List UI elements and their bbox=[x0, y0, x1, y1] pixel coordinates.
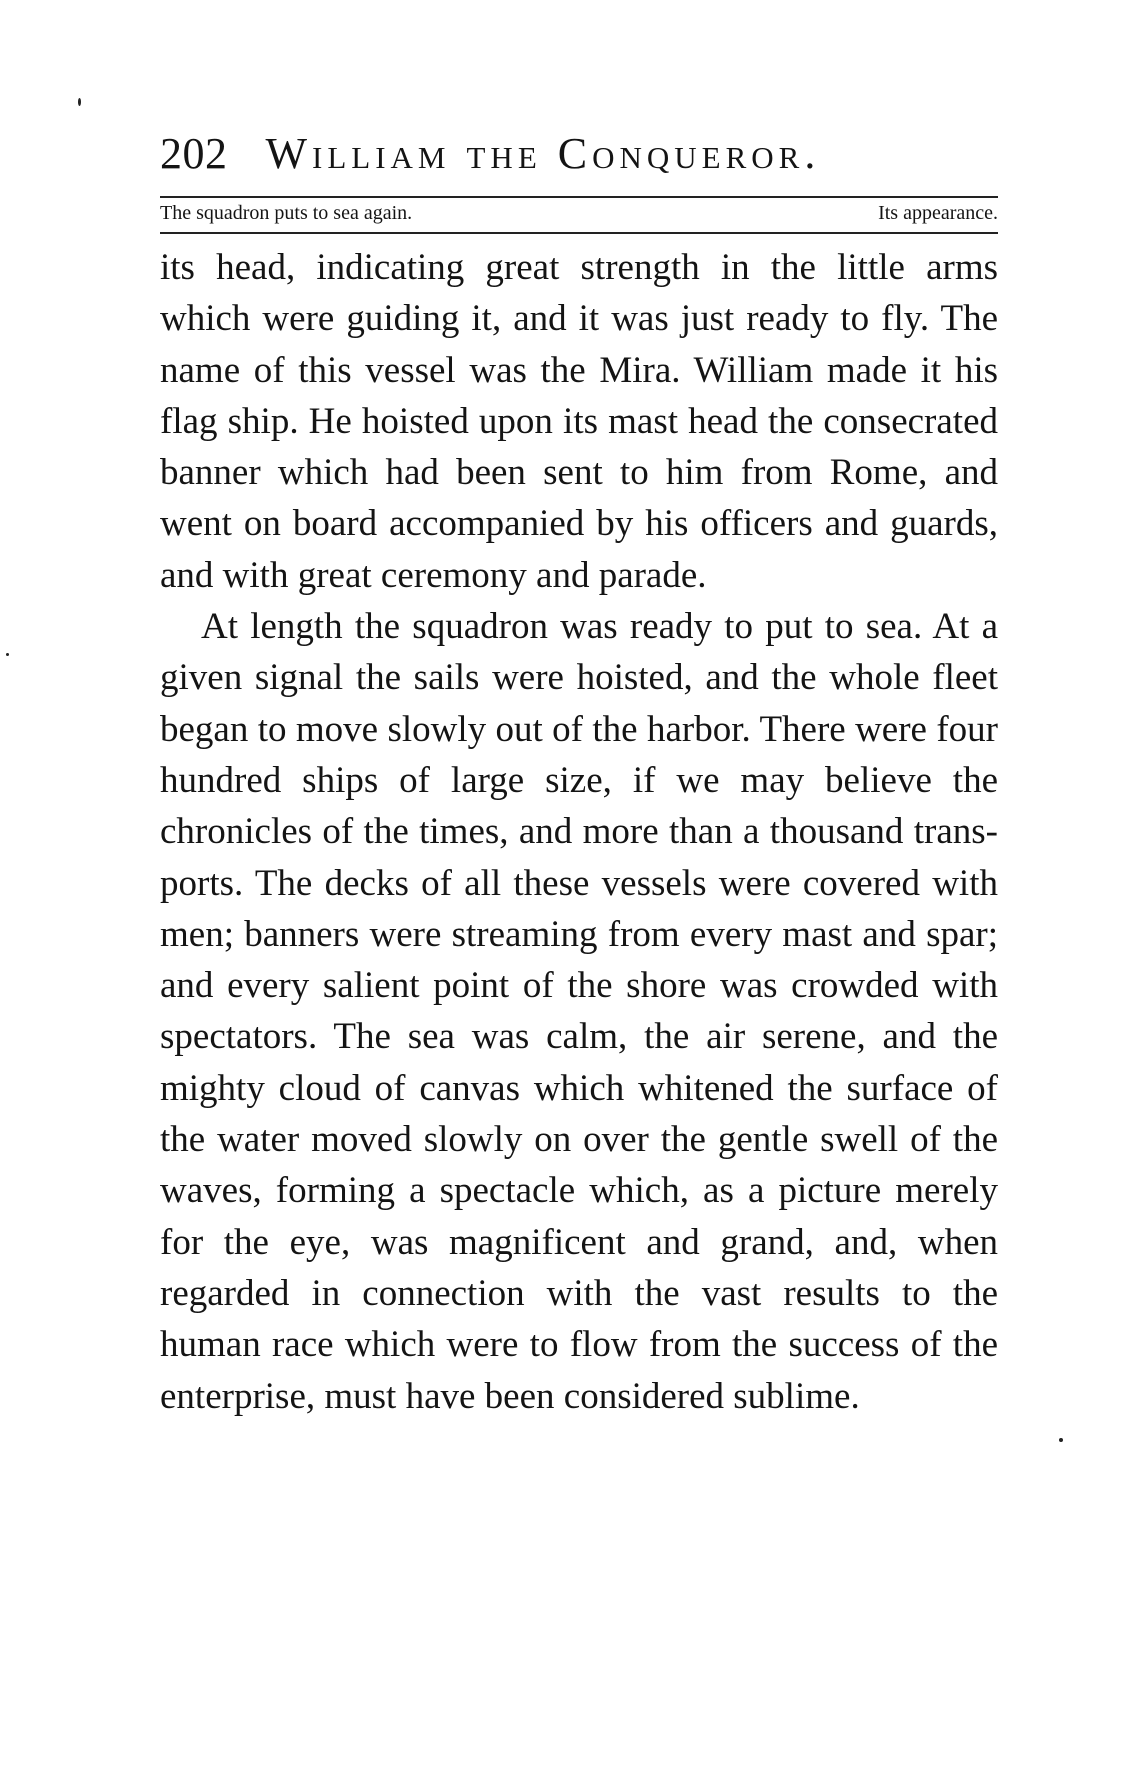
book-title: William the Conqueror. bbox=[265, 129, 821, 178]
running-head bbox=[160, 128, 998, 188]
shoulder-notes bbox=[160, 198, 998, 228]
subheader-rule bbox=[160, 232, 998, 234]
left-shoulder-note: The squadron puts to sea again. bbox=[160, 202, 413, 224]
print-speck bbox=[6, 653, 9, 656]
paragraph: At length the squadron was ready to put to sea. At a given signal the sails were hoisted, and the whole fleet began to move slowly out of the harbor. There were four hundred ships of large size, if we may believe the chronicles of the times, and more than a thousand transports. The decks of all these vessels were covered with men; banners were streaming from every mast and spar; and every salient point of the shore was crowded with spectators. The sea was calm, the air serene, and the mighty cloud of canvas which whitened the surface of the water moved slowly on over the gentle swell of the waves, forming a spectacle which, as a picture merely for the eye, was magnificent and grand, and, when regarded in connection with the vast results to the human race which were to flow from the success of the enterprise, must have been considered sublime. bbox=[160, 606, 998, 1417]
page-number: 202 bbox=[160, 129, 228, 178]
paragraph: its head, indicating great strength in the little arms which were guiding it, and it was just ready to fly. The name of this vessel was the Mira. William made it his flag ship. He hoisted upon its mast head the consecrated banner which had been sent to him from Rome, and went on board accompanied by his officers and guards, and with great ceremony and parade. bbox=[160, 247, 998, 596]
print-speck bbox=[1059, 1438, 1063, 1442]
body-text bbox=[160, 242, 998, 1422]
text-column bbox=[160, 128, 998, 1422]
right-shoulder-note: Its appearance. bbox=[878, 202, 998, 224]
print-speck bbox=[78, 98, 81, 106]
